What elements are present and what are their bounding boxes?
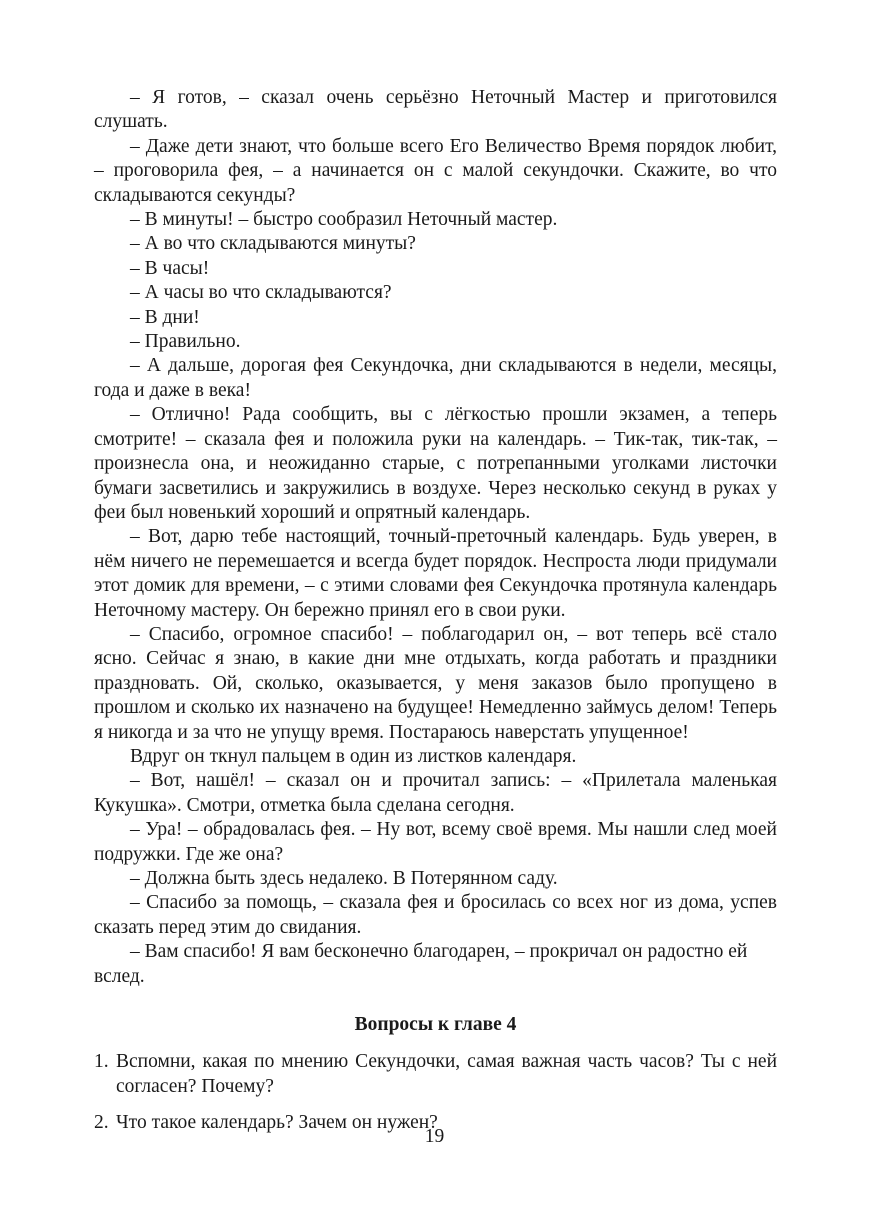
paragraph: – А во что складываются минуты? xyxy=(130,233,416,255)
paragraph: – Спасибо за помощь, – сказала фея и бросилась со всех ног из дома, успев сказать перед этим до свидания. xyxy=(94,892,777,938)
paragraph: – В часы! xyxy=(130,257,210,279)
story-text xyxy=(94,86,777,989)
paragraph: – Ура! – обрадовалась фея. – Ну вот, всему своё время. Мы нашли след моей подружки. Где же она? xyxy=(94,819,777,865)
paragraph: Вдруг он ткнул пальцем в один из листков календаря. xyxy=(130,745,577,767)
paragraph: – Правильно. xyxy=(130,331,241,353)
paragraph: – Должна быть здесь недалеко. В Потерянном саду. xyxy=(130,868,558,889)
paragraph: – Вот, дарю тебе настоящий, точный-преточный календарь. Будь уверен, в нём ничего не перемешается и всегда будет порядок. Неспроста люди придумали этот домик для времени, – с этими словами фея Секундочка протянула календарь Неточному мастеру. Он бережно принял его в свои руки. xyxy=(94,526,777,621)
page-content xyxy=(94,86,777,1148)
question-number: 2. xyxy=(94,1112,109,1134)
page-number: 19 xyxy=(424,1126,445,1147)
paragraph: – Даже дети знают, что больше всего Его Величество Время порядок любит, – проговорила фея, – а начинается он с малой секундочки. Скажите, во что складываются секунды? xyxy=(94,135,777,206)
paragraph: – В минуты! – быстро сообразил Неточный мастер. xyxy=(130,209,558,231)
paragraph: – А дальше, дорогая фея Секундочка, дни складываются в недели, месяцы, года и даже в века! xyxy=(94,355,777,401)
questions-list xyxy=(94,1050,777,1135)
question-item xyxy=(94,1050,777,1099)
question-text: Что такое календарь? Зачем он нужен? xyxy=(116,1112,438,1134)
paragraph: – Я готов, – сказал очень серьёзно Неточный Мастер и приготовился слушать. xyxy=(94,87,777,133)
paragraph: – Отлично! Рада сообщить, вы с лёгкостью прошли экзамен, а теперь смотрите! – сказала фея и положила руки на календарь. – Тик-так, тик-так, – произнесла она, и неожиданно старые, с потрепанными уголками листочки бумаги засветились и закружились в воздухе. Через несколько секунд в руках у феи был новенький хороший и опрятный календарь. xyxy=(94,404,777,523)
paragraph: – Вот, нашёл! – сказал он и прочитал запись: – «Прилетала маленькая Кукушка». Смотри, отметка была сделана сегодня. xyxy=(94,770,777,816)
question-number: 1. xyxy=(94,1051,109,1073)
paragraph: – Спасибо, огромное спасибо! – поблагодарил он, – вот теперь всё стало ясно. Сейчас я знаю, в какие дни мне отдыхать, когда работать и праздники праздновать. Ой, сколько, оказывается, у меня заказов было пропущено в прошлом и сколько их назначено на будущее! Немедленно займусь делом! Теперь я никогда и за что не упущу время. Постараюсь наверстать упущенное! xyxy=(94,623,777,743)
questions-heading: Вопросы к главе 4 xyxy=(354,1014,517,1036)
paragraph: – А часы во что складываются? xyxy=(130,282,392,304)
paragraph: – Вам спасибо! Я вам бесконечно благодарен, – прокричал он радостно ей вслед. xyxy=(94,941,748,987)
paragraph: – В дни! xyxy=(130,306,200,328)
question-text: Вспомни, какая по мнению Секундочки, самая важная часть часов? Ты с ней согласен? Почему? xyxy=(116,1051,777,1097)
